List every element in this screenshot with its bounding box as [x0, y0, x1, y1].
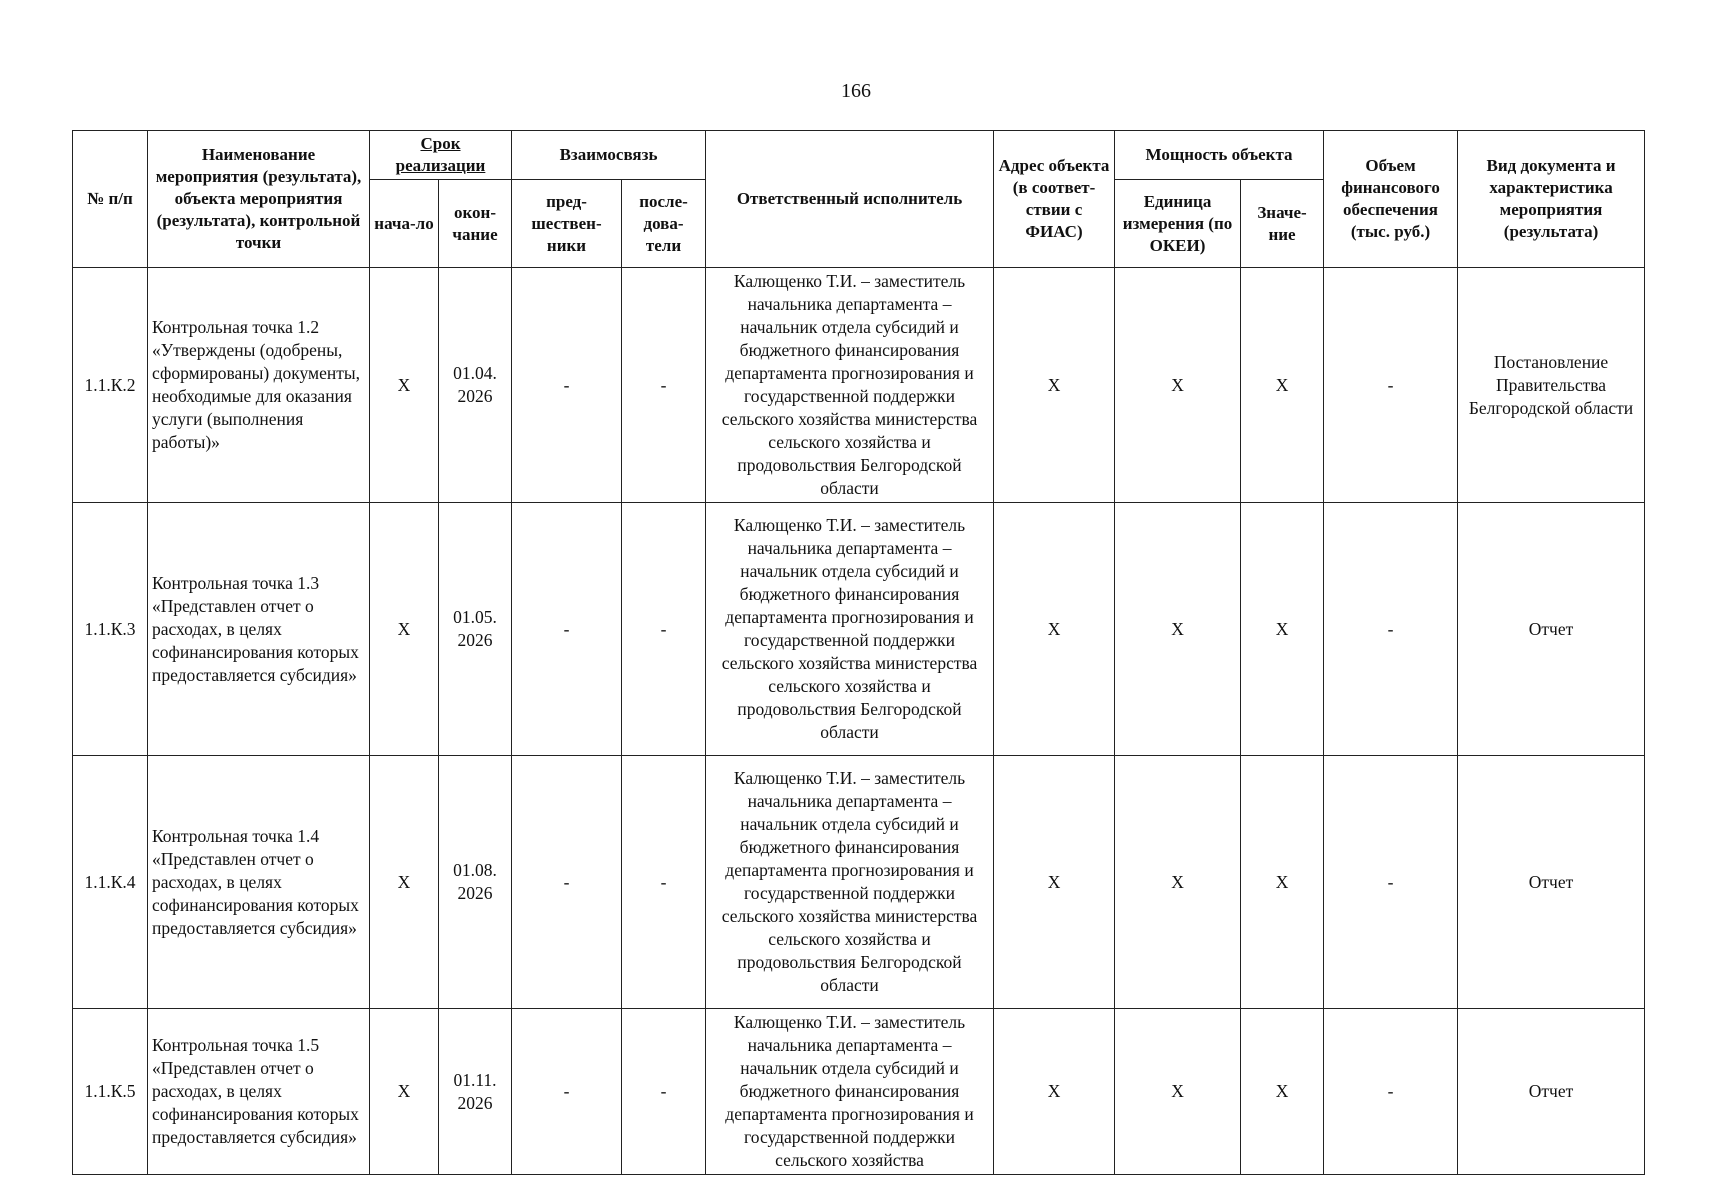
plan-table — [72, 130, 1645, 1175]
row-name: Контрольная точка 1.3 «Представлен отчет о расходах, в целях софинансирования которых предоставляется субсидия» — [148, 503, 370, 756]
row-prev: - — [512, 1009, 622, 1175]
table-row — [73, 1009, 1645, 1175]
header-value: Значе-ние — [1241, 180, 1324, 268]
header-finance: Объем финансового обеспечения (тыс. руб.) — [1324, 131, 1458, 268]
row-start: Х — [370, 756, 439, 1009]
row-unit: Х — [1115, 503, 1241, 756]
row-name: Контрольная точка 1.2 «Утверждены (одобрены, сформированы) документы, необходимые для оказания услуги (выполнения работы)» — [148, 268, 370, 503]
table-row — [73, 756, 1645, 1009]
row-start: Х — [370, 503, 439, 756]
row-prev: - — [512, 268, 622, 503]
row-finance: - — [1324, 756, 1458, 1009]
row-end: 01.04. 2026 — [439, 268, 512, 503]
row-finance: - — [1324, 1009, 1458, 1175]
header-capacity: Мощность объекта — [1115, 131, 1324, 180]
row-start: Х — [370, 1009, 439, 1175]
table-row — [73, 268, 1645, 503]
row-doc: Отчет — [1458, 503, 1645, 756]
row-finance: - — [1324, 268, 1458, 503]
row-next: - — [622, 268, 706, 503]
row-doc: Постановление Правительства Белгородской области — [1458, 268, 1645, 503]
row-address: Х — [994, 268, 1115, 503]
row-address: Х — [994, 503, 1115, 756]
row-name: Контрольная точка 1.5 «Представлен отчет о расходах, в целях софинансирования которых предоставляется субсидия» — [148, 1009, 370, 1175]
row-value: Х — [1241, 268, 1324, 503]
header-term-start: нача-ло — [370, 180, 439, 268]
header-doc: Вид документа и характеристика мероприятия (результата) — [1458, 131, 1645, 268]
header-term-label: Срок реализации — [395, 134, 486, 175]
row-unit: Х — [1115, 268, 1241, 503]
row-address: Х — [994, 1009, 1115, 1175]
row-doc: Отчет — [1458, 756, 1645, 1009]
row-next: - — [622, 1009, 706, 1175]
header-link: Взаимосвязь — [512, 131, 706, 180]
row-finance: - — [1324, 503, 1458, 756]
page-number: 166 — [841, 80, 871, 102]
row-unit: Х — [1115, 756, 1241, 1009]
row-executor: Калющенко Т.И. – заместитель начальника департамента – начальник отдела субсидий и бюджетного финансирования департамента прогнозирования и государственной поддержки сельского хозяйства министерства сельского хозяйства и продовольствия Белгородской области — [706, 268, 994, 503]
row-address: Х — [994, 756, 1115, 1009]
header-link-prev: пред-шествен-ники — [512, 180, 622, 268]
row-end: 01.05. 2026 — [439, 503, 512, 756]
row-end: 01.11. 2026 — [439, 1009, 512, 1175]
row-num: 1.1.К.4 — [73, 756, 148, 1009]
table-row — [73, 503, 1645, 756]
header-name: Наименование мероприятия (результата), объекта мероприятия (результата), контрольной точки — [148, 131, 370, 268]
table-body — [73, 268, 1645, 1175]
row-prev: - — [512, 756, 622, 1009]
row-prev: - — [512, 503, 622, 756]
row-num: 1.1.К.2 — [73, 268, 148, 503]
row-num: 1.1.К.3 — [73, 503, 148, 756]
table-header — [73, 131, 1645, 268]
header-executor: Ответственный исполнитель — [706, 131, 994, 268]
row-name: Контрольная точка 1.4 «Представлен отчет о расходах, в целях софинансирования которых предоставляется субсидия» — [148, 756, 370, 1009]
row-value: Х — [1241, 1009, 1324, 1175]
header-link-next: после-дова-тели — [622, 180, 706, 268]
row-executor: Калющенко Т.И. – заместитель начальника департамента – начальник отдела субсидий и бюджетного финансирования департамента прогнозирования и государственной поддержки сельского хозяйства министерства сельского хозяйства и продовольствия Белгородской области — [706, 756, 994, 1009]
row-doc: Отчет — [1458, 1009, 1645, 1175]
row-unit: Х — [1115, 1009, 1241, 1175]
row-executor: Калющенко Т.И. – заместитель начальника департамента – начальник отдела субсидий и бюджетного финансирования департамента прогнозирования и государственной поддержки сельского хозяйства министерства сельского хозяйства и продовольствия Белгородской области — [706, 503, 994, 756]
header-num: № п/п — [73, 131, 148, 268]
row-start: Х — [370, 268, 439, 503]
row-end: 01.08. 2026 — [439, 756, 512, 1009]
row-next: - — [622, 503, 706, 756]
row-num: 1.1.К.5 — [73, 1009, 148, 1175]
row-next: - — [622, 756, 706, 1009]
header-unit: Единица измерения (по ОКЕИ) — [1115, 180, 1241, 268]
header-term — [370, 131, 512, 180]
row-executor: Калющенко Т.И. – заместитель начальника департамента – начальник отдела субсидий и бюджетного финансирования департамента прогнозирования и государственной поддержки сельского хозяйства — [706, 1009, 994, 1175]
row-value: Х — [1241, 756, 1324, 1009]
row-value: Х — [1241, 503, 1324, 756]
header-address: Адрес объекта (в соответ-ствии с ФИАС) — [994, 131, 1115, 268]
header-term-end: окон-чание — [439, 180, 512, 268]
